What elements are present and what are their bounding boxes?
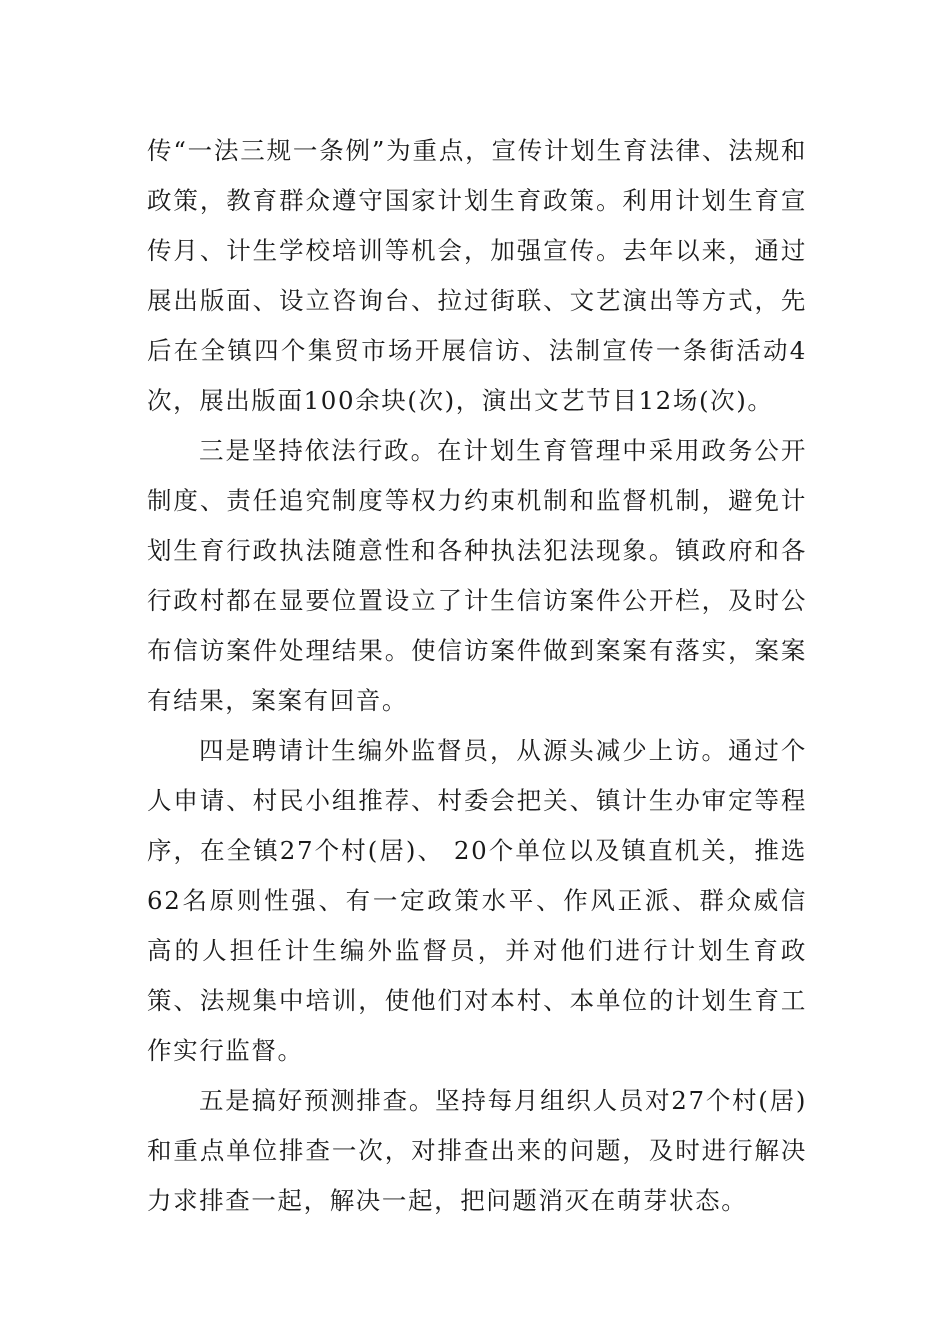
paragraph-continuation: 传“一法三规一条例”为重点，宣传计划生育法律、法规和政策，教育群众遵守国家计划生育政策。利用计划生育宣传月、计生学校培训等机会，加强宣传。去年以来，通过展出版面、设立咨询台、拉过街联、文艺演出等方式，先后在全镇四个集贸市场开展信访、法制宣传一条街活动4次，展出版面100余块(次)，演出文艺节目12场(次)。 bbox=[147, 136, 807, 415]
paragraph-item-four: 四是聘请计生编外监督员，从源头减少上访。通过个人申请、村民小组推荐、村委会把关、镇计生办审定等程序，在全镇27个村(居)、 20个单位以及镇直机关，推选62名原则性强、有一定政策水平、作风正派、群众威信高的人担任计生编外监督员，并对他们进行计划生育政策、法规集中培训，使他们对本村、本单位的计划生育工作实行监督。 bbox=[147, 736, 807, 1065]
paragraph-item-five: 五是搞好预测排查。坚持每月组织人员对27个村(居)和重点单位排查一次，对排查出来的问题，及时进行解决力求排查一起，解决一起，把问题消灭在萌芽状态。 bbox=[147, 1086, 807, 1215]
document-body bbox=[147, 126, 807, 1226]
paragraph-item-three: 三是坚持依法行政。在计划生育管理中采用政务公开制度、责任追究制度等权力约束机制和监督机制，避免计划生育行政执法随意性和各种执法犯法现象。镇政府和各行政村都在显要位置设立了计生信访案件公开栏，及时公布信访案件处理结果。使信访案件做到案案有落实，案案有结果，案案有回音。 bbox=[147, 436, 807, 715]
